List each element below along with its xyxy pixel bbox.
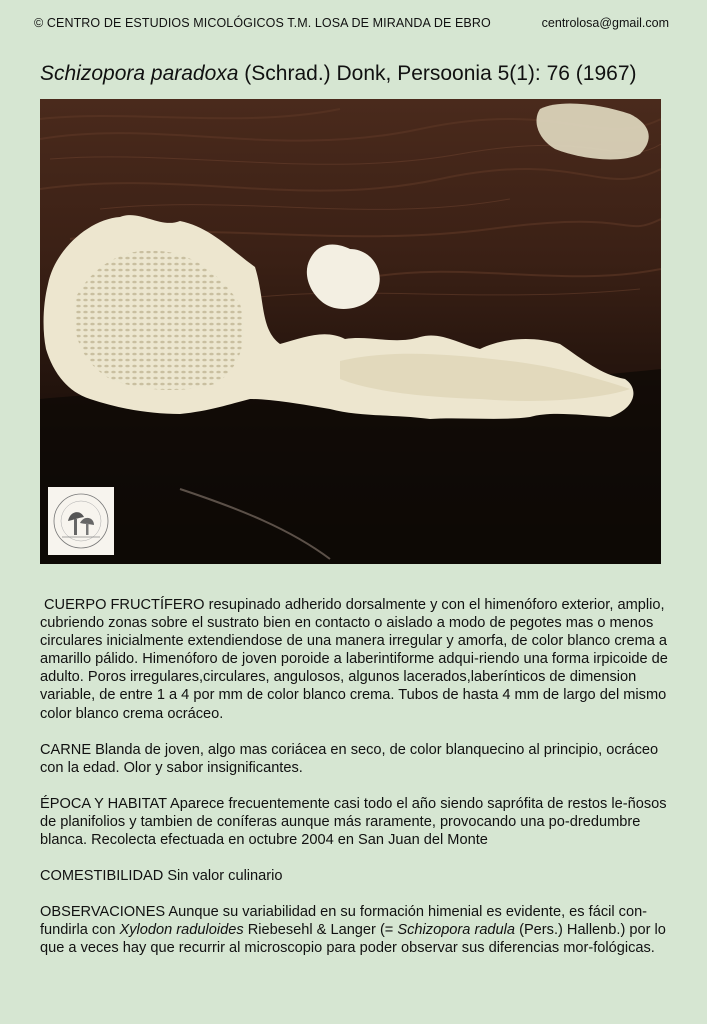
photo-illustration [40,99,661,564]
organization-seal [48,487,114,555]
text-epoca: Aparece frecuentemente casi todo el año siendo saprófita de restos le-ñosos de planifolios y tambien de coníferas aunque más raramente, provocando una po-dredumbre blanca. Recolecta efectuada en octubre 2004 en San Juan del Monte [40,795,667,849]
section-observaciones [40,903,670,957]
text-carne: Blanda de joven, algo mas coriácea en seco, de color blanquecino al principio, ocráceo con la edad. Olor y sabor insignificantes. [40,741,659,776]
species-schizopora-radula: Schizopora radula [397,922,516,939]
fungus-photo [40,99,661,564]
description-body [40,596,670,976]
heading-carne: CARNE [40,741,92,758]
species-xylodon: Xylodon raduloides [119,922,244,939]
header-organization: © CENTRO DE ESTUDIOS MICOLÓGICOS T.M. LOSA DE MIRANDA DE EBRO [34,16,491,30]
section-carne [40,741,670,777]
section-epoca [40,795,670,849]
seal-logo [48,487,114,555]
header-email[interactable]: centrolosa@gmail.com [541,16,669,30]
text-cuerpo: resupinado adherido dorsalmente y con el himenóforo exterior, amplio, cubriendo zonas sobre el sustrato bien en contacto o aislado a modo de pegotes mas o menos circulares inicialmente extendiendose de una manera irregular y amorfa, de color blanco crema a amarillo pálido. Himenóforo de joven poroide a laberintiforme adqui-riendo una forma irpicoide de adulto. Poros irregulares,circulares, angulosos, algunos lacerados,laberínticos de dimension variable, de entre 1 a 4 por mm de color blanco crema. Tubos de hasta 4 mm de largo del mismo color blanco crema ocráceo. [40,597,668,722]
species-authority: (Schrad.) Donk, Persoonia 5(1): 76 (1967) [238,62,637,85]
text-observaciones-1: Aunque su variabilidad en su formación himenial es evidente, es fácil con-fundirla con [40,904,648,939]
text-observaciones-2: Riebesehl & Langer (= [243,922,398,939]
text-observaciones-3: (Pers.) Hallenb.) por lo que a veces hay que recurrir al microscopio para poder observar sus diferencias mor-fológicas. [40,922,666,957]
heading-cuerpo: CUERPO FRUCTÍFERO [44,597,205,613]
species-name: Schizopora paradoxa [40,62,239,85]
section-comestibilidad [40,867,670,885]
text-comestibilidad: Sin valor culinario [163,868,283,885]
heading-epoca: ÉPOCA Y HABITAT [40,795,167,812]
heading-observaciones: OBSERVACIONES [40,904,166,921]
page-title [40,62,637,86]
heading-comestibilidad: COMESTIBILIDAD [40,868,164,885]
section-cuerpo [40,596,670,723]
